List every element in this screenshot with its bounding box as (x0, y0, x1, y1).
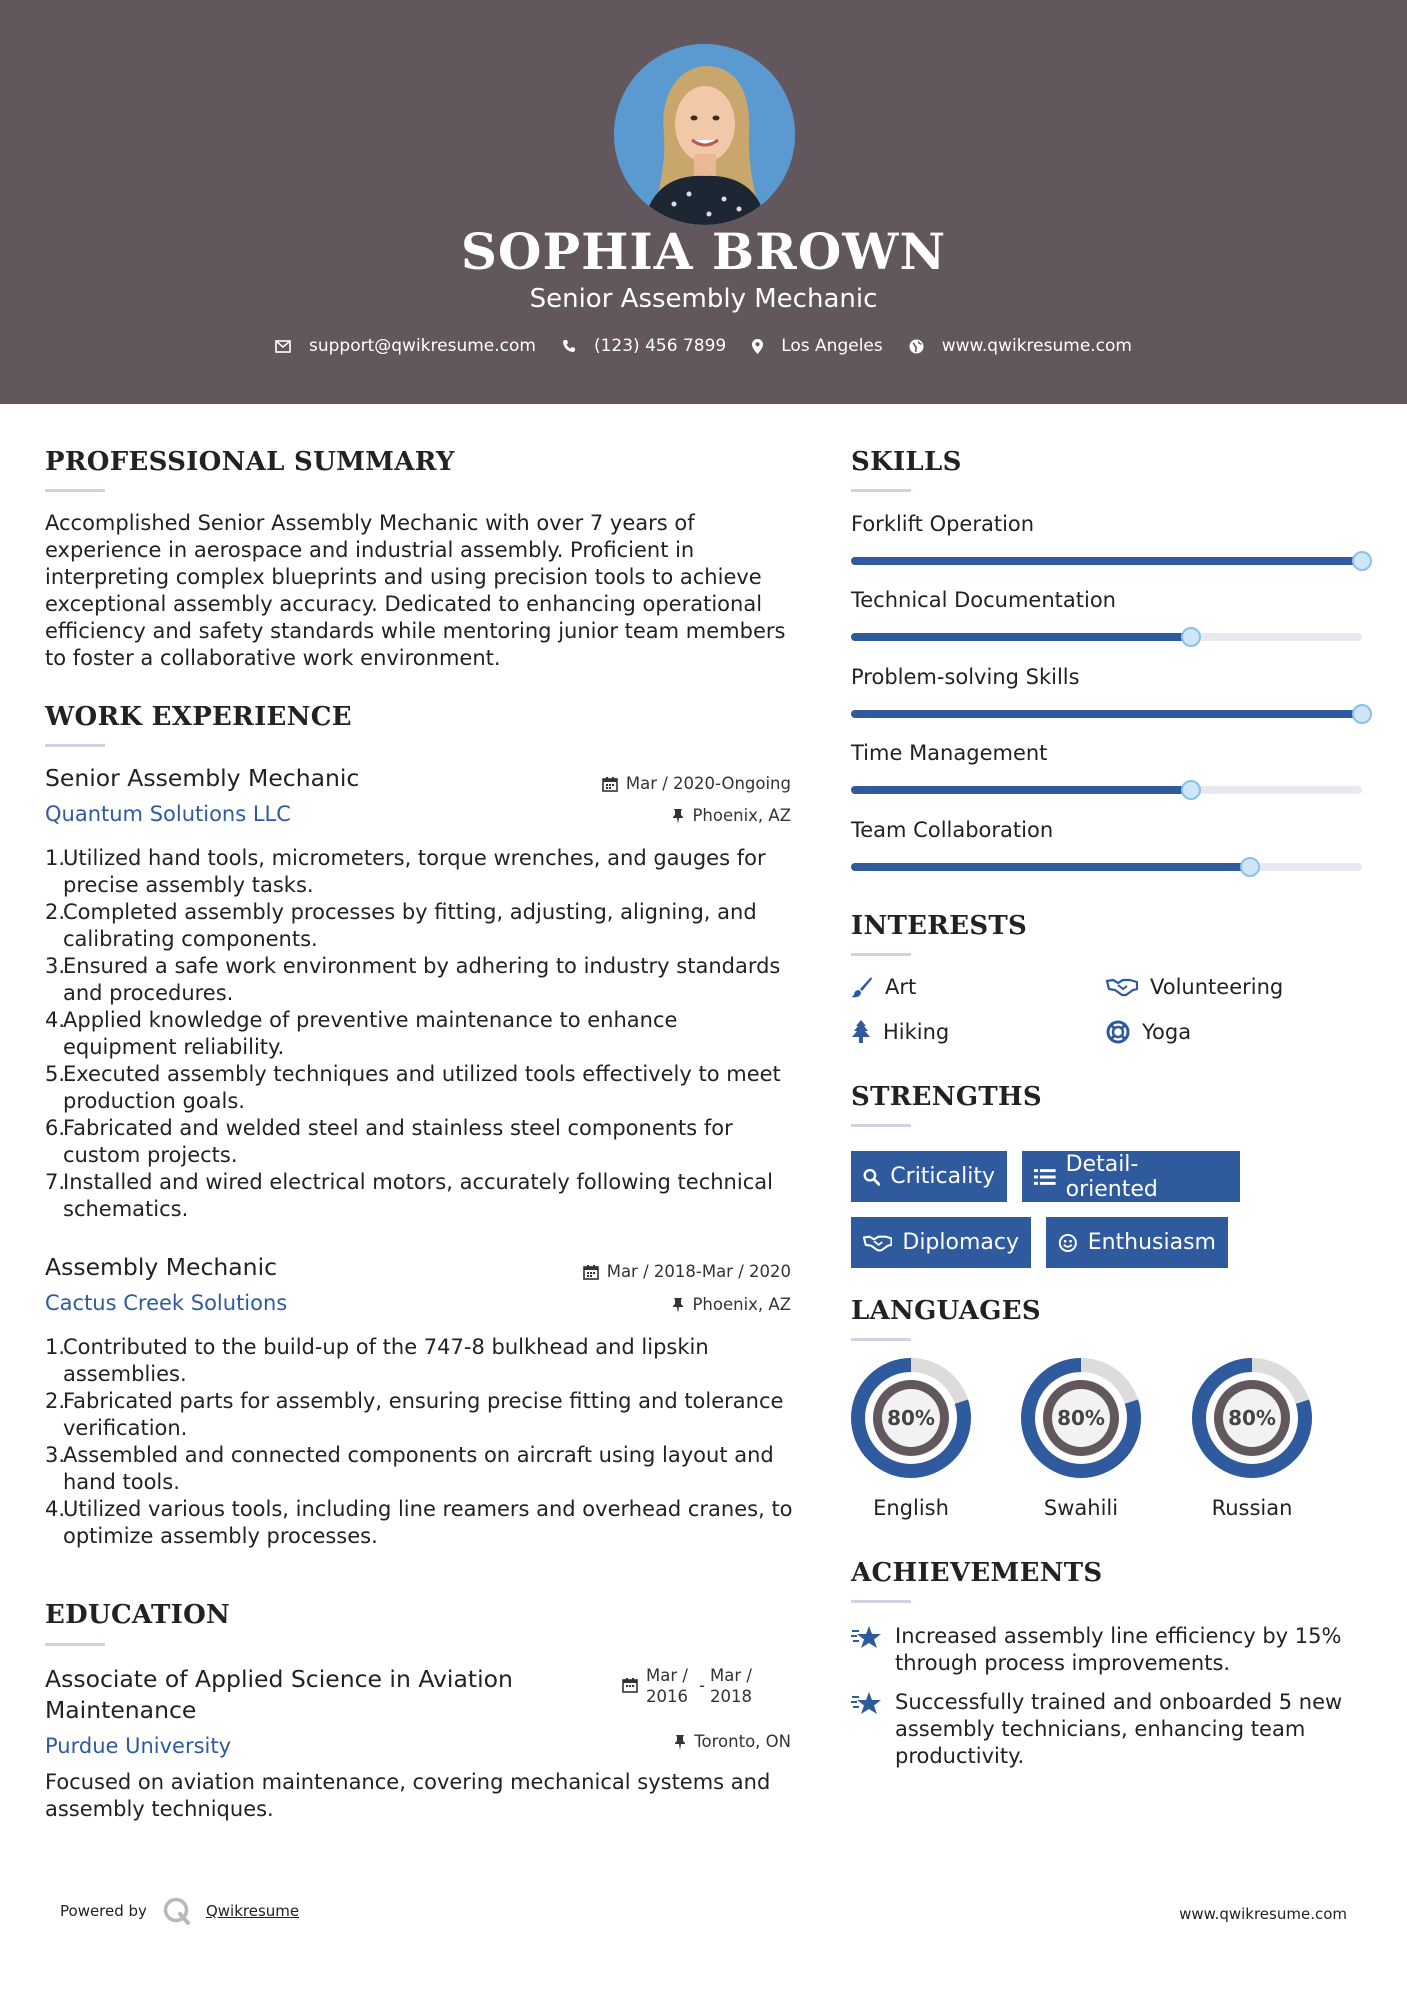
job-dates-text: Mar / 2018-Mar / 2020 (606, 1262, 791, 1281)
achievement-item: Successfully trained and onboarded 5 new assembly technicians, enhancing team productivity. (851, 1689, 1371, 1770)
skill-label: Forklift Operation (851, 512, 1035, 536)
strength-diplomacy: Diplomacy (851, 1217, 1031, 1268)
list-item: 1. Contributed to the build-up of the 747-8 bulkhead and lipskin assemblies. (45, 1335, 709, 1386)
pushpin-icon (672, 1297, 684, 1313)
achievement-item: Increased assembly line efficiency by 15% through process improvements. (851, 1623, 1371, 1677)
interest-art: Art (851, 975, 916, 999)
interests-heading: INTERESTS (851, 911, 1028, 941)
skill-bar-fill (851, 863, 1250, 871)
envelope-icon (275, 340, 291, 353)
skill-bar (851, 710, 1362, 718)
calendar-icon (622, 1677, 638, 1693)
interests-rule (851, 953, 911, 956)
list-item: 6. Fabricated and welded steel and stainless steel components for custom projects. (45, 1116, 733, 1167)
website-text: www.qwikresume.com (941, 336, 1132, 356)
footer-url[interactable]: www.qwikresume.com (1179, 1905, 1347, 1923)
skills-heading: SKILLS (851, 447, 962, 477)
skill-bar-fill (851, 710, 1362, 718)
achievements-rule (851, 1600, 911, 1603)
gauge-label: 80% (1057, 1406, 1105, 1430)
experience-heading: WORK EXPERIENCE (45, 702, 352, 732)
location-text: Los Angeles (781, 336, 883, 356)
life-ring-icon (1106, 1020, 1130, 1044)
skill-bar-fill (851, 633, 1191, 641)
list-item: 4. Utilized various tools, including line reamers and overhead cranes, to optimize assembly processes. (45, 1497, 793, 1548)
skill-bar (851, 557, 1362, 565)
job-dates (500, 1262, 791, 1281)
smile-icon (1058, 1232, 1078, 1254)
gauge-label: 80% (887, 1406, 935, 1430)
list-item: 5. Executed assembly techniques and utilized tools effectively to meet production goals. (45, 1062, 781, 1113)
achievements-heading: ACHIEVEMENTS (851, 1558, 1103, 1588)
candidate-name: SOPHIA BROWN (460, 222, 947, 281)
summary-rule (45, 489, 105, 492)
list-item: 2. Completed assembly processes by fitting, adjusting, aligning, and calibrating components. (45, 900, 757, 951)
handshake-icon (863, 1233, 892, 1253)
language-gauge (1018, 1355, 1144, 1485)
education-rule (45, 1643, 105, 1646)
tree-icon (851, 1020, 871, 1044)
summary-text: Accomplished Senior Assembly Mechanic with over 7 years of experience in aerospace and industrial assembly. Proficient in interpreting complex blueprints and using precision tools to achieve exceptional assembly accuracy. Dedicated to enhancing operational efficiency and safety standards while mentoring junior team members to foster a collaborative work environment. (45, 511, 786, 670)
interest-volunteering: Volunteering (1106, 975, 1283, 999)
phone-icon (562, 339, 576, 353)
contact-bar (0, 336, 1407, 356)
qwikresume-logo-icon (162, 1896, 192, 1926)
languages-rule (851, 1338, 911, 1341)
skill-bar-knob (1181, 627, 1201, 647)
interest-hiking: Hiking (851, 1020, 949, 1044)
skills-rule (851, 489, 911, 492)
paint-brush-icon (851, 976, 873, 998)
education-dates: Mar / 2016 - Mar / 2018 (622, 1665, 752, 1707)
summary-heading: PROFESSIONAL SUMMARY (45, 447, 455, 477)
skill-bar-knob (1240, 857, 1260, 877)
skill-label: Time Management (851, 741, 1048, 765)
contact-website[interactable] (909, 336, 1132, 356)
contact-email[interactable] (275, 336, 536, 356)
job-duties-list (45, 845, 805, 1223)
list-item: 2. Fabricated parts for assembly, ensuring precise fitting and tolerance verification. (45, 1389, 784, 1440)
list-item: 1. Utilized hand tools, micrometers, torque wrenches, and gauges for precise assembly tasks. (45, 846, 766, 897)
skill-bar (851, 633, 1362, 641)
job-company: Cactus Creek Solutions (45, 1291, 288, 1315)
job-location (500, 806, 791, 825)
list-icon (1034, 1168, 1056, 1186)
skill-bar-fill (851, 786, 1191, 794)
strength-criticality: Criticality (851, 1151, 1007, 1202)
skill-bar-knob (1352, 704, 1372, 724)
skill-bar-knob (1181, 780, 1201, 800)
skill-bar (851, 786, 1362, 794)
handshake-icon (1106, 977, 1138, 997)
languages-heading: LANGUAGES (851, 1296, 1041, 1326)
gauge-label: 80% (1228, 1406, 1276, 1430)
job-dates (500, 774, 791, 793)
search-icon (863, 1167, 880, 1187)
list-item: 7. Installed and wired electrical motors, accurately following technical schematics. (45, 1170, 773, 1221)
interest-yoga: Yoga (1106, 1020, 1191, 1044)
education-location-text: Toronto, ON (694, 1732, 791, 1751)
list-item: 3. Ensured a safe work environment by adhering to industry standards and procedures. (45, 954, 781, 1005)
experience-rule (45, 744, 105, 747)
skill-label: Team Collaboration (851, 818, 1054, 842)
job-title: Assembly Mechanic (45, 1253, 278, 1281)
calendar-icon (583, 1264, 599, 1280)
education-heading: EDUCATION (45, 1600, 231, 1630)
resume-header (0, 0, 1407, 404)
profile-photo (614, 44, 795, 225)
skill-bar-knob (1352, 551, 1372, 571)
skill-bar-fill (851, 557, 1362, 565)
star-icon (851, 1691, 883, 1717)
job-location-text: Phoenix, AZ (692, 1295, 791, 1314)
job-duties-list (45, 1334, 805, 1550)
education-location (500, 1732, 791, 1751)
contact-phone[interactable] (562, 336, 726, 356)
strengths-rule (851, 1124, 911, 1127)
degree-title: Associate of Applied Science in Aviation Maintenance (45, 1665, 513, 1724)
list-item: 4. Applied knowledge of preventive maintenance to enhance equipment reliability. (45, 1008, 678, 1059)
map-pin-icon (752, 339, 763, 354)
pushpin-icon (672, 808, 684, 824)
globe-icon (909, 339, 924, 354)
skill-label: Problem-solving Skills (851, 665, 1080, 689)
footer-powered-by (60, 1896, 299, 1926)
job-location (500, 1295, 791, 1314)
strengths-heading: STRENGTHS (851, 1082, 1042, 1112)
language-name: Russian (1211, 1496, 1293, 1520)
star-icon (851, 1625, 883, 1651)
language-name: Swahili (1043, 1496, 1119, 1520)
contact-location (752, 336, 883, 356)
pushpin-icon (674, 1734, 686, 1750)
job-company: Quantum Solutions LLC (45, 802, 291, 826)
candidate-title: Senior Assembly Mechanic (529, 284, 878, 314)
language-name: English (873, 1496, 949, 1520)
school-name: Purdue University (45, 1734, 232, 1758)
powered-by-text: Powered by (60, 1902, 147, 1920)
skill-label: Technical Documentation (851, 588, 1116, 612)
email-text: support@qwikresume.com (309, 336, 536, 356)
job-title: Senior Assembly Mechanic (45, 764, 360, 792)
job-location-text: Phoenix, AZ (692, 806, 791, 825)
list-item: 3. Assembled and connected components on aircraft using layout and hand tools. (45, 1443, 774, 1494)
language-gauge (848, 1355, 974, 1485)
strength-detail-oriented: Detail-oriented (1022, 1151, 1240, 1202)
phone-text: (123) 456 7899 (593, 336, 727, 356)
brand-link[interactable]: Qwikresume (205, 1902, 300, 1920)
job-dates-text: Mar / 2020-Ongoing (625, 774, 791, 793)
skill-bar (851, 863, 1362, 871)
strength-enthusiasm: Enthusiasm (1046, 1217, 1228, 1268)
calendar-icon (602, 776, 618, 792)
language-gauge (1189, 1355, 1315, 1485)
education-description: Focused on aviation maintenance, covering mechanical systems and assembly techniques. (45, 1770, 771, 1821)
